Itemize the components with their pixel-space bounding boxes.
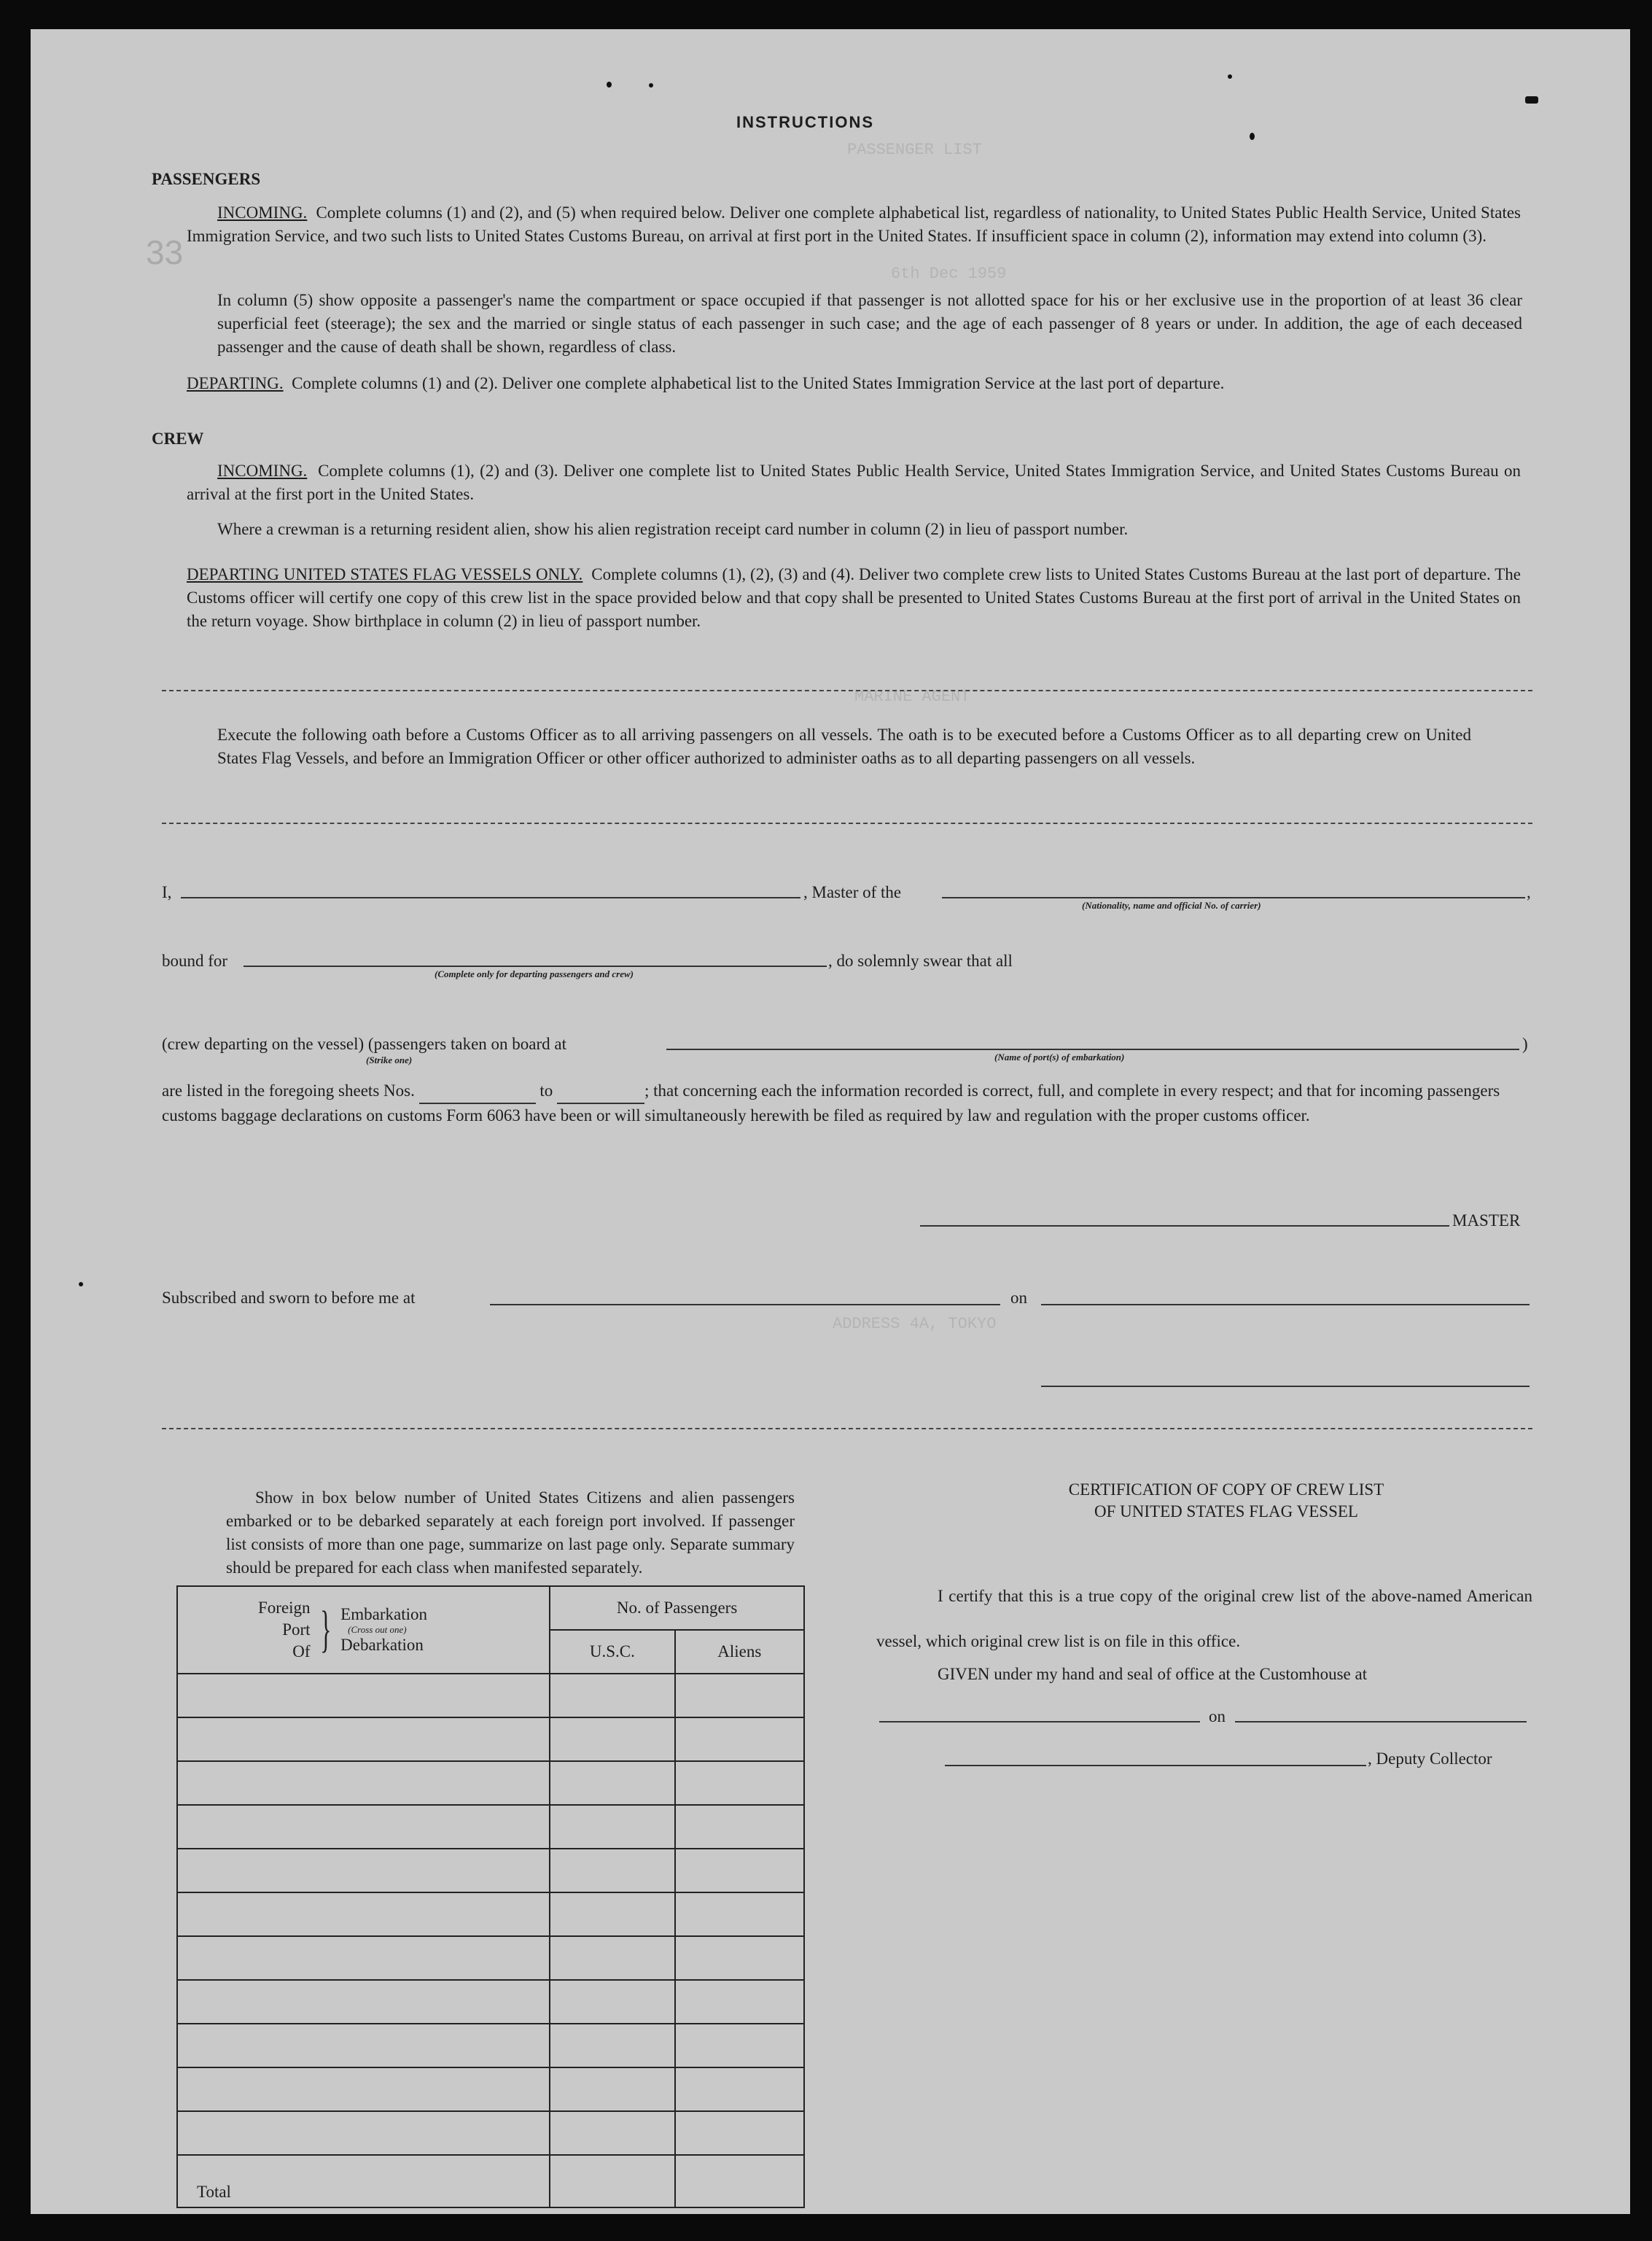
port-cell[interactable]: [177, 2024, 550, 2067]
deputy-collector-label: , Deputy Collector: [1368, 1749, 1492, 1768]
usc-header-cell: U.S.C.: [550, 1630, 674, 1674]
aliens-cell[interactable]: [675, 1674, 804, 1717]
foreign-label: Foreign: [258, 1599, 311, 1617]
table-row: [177, 1674, 804, 1717]
total-usc-cell[interactable]: [550, 2155, 674, 2207]
usc-cell[interactable]: [550, 1849, 674, 1892]
close-paren: ): [1522, 1035, 1528, 1053]
bleed-through-text: PASSENGER LIST: [847, 141, 982, 159]
crew-resident-paragraph: Where a crewman is a returning resident alien, show his alien registration receipt card number in column (2) in lieu of passport number.: [217, 520, 1129, 538]
certification-text: I certify that this is a true copy of the original crew list of the above-named American vessel, which original crew list is on file in this office.: [876, 1587, 1532, 1650]
usc-cell[interactable]: [550, 1761, 674, 1805]
usc-cell[interactable]: [550, 1674, 674, 1717]
port-cell[interactable]: [177, 1805, 550, 1849]
usc-cell[interactable]: [550, 2111, 674, 2155]
officer-signature-field[interactable]: [1041, 1386, 1530, 1387]
aliens-cell[interactable]: [675, 2067, 804, 2111]
bound-for-label: bound for: [162, 952, 228, 970]
cross-out-note: (Cross out one): [348, 1624, 407, 1635]
certification-on-label: on: [1209, 1707, 1226, 1725]
passengers-heading: PASSENGERS: [152, 170, 261, 188]
embarkation-label: Embarkation: [340, 1605, 427, 1623]
usc-cell[interactable]: [550, 1892, 674, 1936]
master-label: MASTER: [1452, 1211, 1521, 1230]
certification-title-line-2: OF UNITED STATES FLAG VESSEL: [1094, 1502, 1358, 1520]
section-divider: [162, 1428, 1532, 1429]
scan-speck: [1228, 74, 1232, 79]
table-row: [177, 1892, 804, 1936]
master-signature-field[interactable]: [920, 1225, 1449, 1227]
bleed-through-text: MARINE AGENT: [854, 688, 970, 706]
margin-page-number: 33: [146, 233, 184, 271]
aliens-cell[interactable]: [675, 2024, 804, 2067]
crew-incoming-label: INCOMING.: [217, 462, 308, 480]
crew-incoming-text: Complete columns (1), (2) and (3). Deliver one complete list to United States Public Health Service, United States Immigration Service, and United States Customs Bureau on arrival at the first port in the United States.: [187, 462, 1522, 503]
passenger-summary-table: [176, 1585, 805, 2208]
crew-heading: CREW: [152, 430, 204, 448]
table-row: [177, 1849, 804, 1892]
oath-instructions: Execute the following oath before a Customs Officer as to all arriving passengers on all vessels. The oath is to be executed before a Customs Officer as to all departing crew on United States Flag Vessels, and before an Immigration Officer or other officer authorized to administer oaths as to all departing passengers on all vessels.: [217, 726, 1471, 767]
passengers-column5-paragraph: In column (5) show opposite a passenger's name the compartment or space occupied if that passenger is not allotted space for his or her exclusive use in the proportion of at least 36 clear superficial feet (steerage); the sex and the married or single status of each passenger in such case; and the age of each passenger of 8 years or under. In addition, the age of each deceased passenger and the cause of death shall be shown, regardless of class.: [217, 291, 1522, 356]
strike-one-note: (Strike one): [366, 1055, 413, 1065]
port-cell[interactable]: [177, 2111, 550, 2155]
aliens-cell[interactable]: [675, 1936, 804, 1980]
sheets-text-b: ; that concerning each the information recorded is correct, full, and complete in every respect; and that for incoming passengers customs baggage declarations on customs Form 6063 have been or will simultaneously herewith be filed as required by law and regulation with the proper customs officer.: [162, 1081, 1500, 1125]
of-label: Of: [292, 1642, 311, 1661]
crew-incoming-paragraph: [187, 459, 1521, 506]
port-header-cell: [177, 1586, 550, 1674]
aliens-cell[interactable]: [675, 1761, 804, 1805]
usc-cell[interactable]: [550, 2024, 674, 2067]
deputy-signature-field[interactable]: [945, 1765, 1366, 1766]
section-divider: [162, 823, 1532, 824]
nationality-note: (Nationality, name and official No. of carrier): [1082, 900, 1261, 911]
port-cell[interactable]: [177, 1717, 550, 1761]
summary-instructions: Show in box below number of United States Citizens and alien passengers embarked or to be debarked separately at each foreign port involved. If passenger list consists of more than one page, summarize on last page only. Separate summary should be prepared for each class when manifested separately.: [226, 1488, 795, 1577]
sworn-date-field[interactable]: [1041, 1304, 1530, 1305]
table-row: [177, 1717, 804, 1761]
debarkation-label: Debarkation: [340, 1636, 424, 1654]
crew-departing-text: (crew departing on the vessel) (passengers taken on board at: [162, 1035, 566, 1053]
usc-cell[interactable]: [550, 1717, 674, 1761]
table-row: [177, 2024, 804, 2067]
port-cell[interactable]: [177, 1936, 550, 1980]
sheets-text-a: are listed in the foregoing sheets Nos.: [162, 1081, 415, 1100]
embarkation-ports-field[interactable]: [666, 1049, 1519, 1050]
aliens-cell[interactable]: [675, 1980, 804, 2024]
port-label: Port: [282, 1620, 311, 1639]
scan-speck: [1250, 133, 1255, 140]
certification-date-field[interactable]: [1235, 1721, 1527, 1722]
aliens-cell[interactable]: [675, 1849, 804, 1892]
flag-vessels-label: DEPARTING UNITED STATES FLAG VESSELS ONLY.: [187, 565, 583, 583]
port-cell[interactable]: [177, 1892, 550, 1936]
crew-flag-paragraph: [187, 563, 1521, 633]
aliens-cell[interactable]: [675, 1892, 804, 1936]
vessel-name-field[interactable]: [942, 897, 1525, 898]
sheets-to: to: [539, 1081, 553, 1100]
table-row: [177, 1980, 804, 2024]
total-label: Total: [177, 2155, 550, 2207]
port-cell[interactable]: [177, 1980, 550, 2024]
usc-cell[interactable]: [550, 1805, 674, 1849]
sheet-to-field[interactable]: [557, 1079, 644, 1104]
table-row: [177, 1805, 804, 1849]
section-divider: [162, 690, 1532, 691]
sworn-on-label: on: [1010, 1289, 1027, 1307]
sworn-location-field[interactable]: [490, 1304, 1000, 1305]
passengers-departing-paragraph: [187, 372, 1528, 395]
table-row: [177, 1761, 804, 1805]
port-cell[interactable]: [177, 2067, 550, 2111]
incoming-label: INCOMING.: [217, 203, 308, 222]
usc-cell[interactable]: [550, 1936, 674, 1980]
table-row: [177, 2111, 804, 2155]
scan-speck: [607, 82, 612, 88]
sheets-paragraph: [162, 1079, 1530, 1127]
passengers-incoming-paragraph: [187, 201, 1521, 248]
incoming-text: Complete columns (1) and (2), and (5) when required below. Deliver one complete alphabetical list, regardless of nationality, to United States Public Health Service, United States Immigration Service, and two such lists to United States Customs Bureau, on arrival at first port in the United States. If insufficient space in column (2), information may extend into column (3).: [187, 203, 1522, 245]
total-aliens-cell[interactable]: [675, 2155, 804, 2207]
aliens-header-cell: Aliens: [675, 1630, 804, 1674]
bound-for-field[interactable]: [243, 966, 827, 967]
usc-cell[interactable]: [550, 2067, 674, 2111]
given-text: GIVEN under my hand and seal of office at the Customhouse at: [938, 1665, 1368, 1683]
oath-i-label: I,: [162, 883, 172, 901]
port-cell[interactable]: [177, 1761, 550, 1805]
scan-speck: [79, 1282, 83, 1286]
scan-speck: [1525, 96, 1538, 104]
page-title: INSTRUCTIONS: [736, 113, 874, 131]
scan-speck: [649, 83, 653, 88]
port-cell[interactable]: [177, 1674, 550, 1717]
aliens-cell[interactable]: [675, 1805, 804, 1849]
sheet-from-field[interactable]: [419, 1079, 536, 1104]
departing-text: Complete columns (1) and (2). Deliver one complete alphabetical list to the United States Immigration Service at the last port of departure.: [292, 374, 1225, 392]
brace-icon: }: [319, 1601, 331, 1658]
master-name-field[interactable]: [181, 897, 800, 898]
certification-title-line-1: CERTIFICATION OF COPY OF CREW LIST: [1068, 1480, 1384, 1499]
certification-title: [978, 1479, 1474, 1523]
table-row: [177, 1936, 804, 1980]
bleed-through-text: 6th Dec 1959: [891, 265, 1007, 283]
swear-text: , do solemnly swear that all: [828, 952, 1013, 970]
passengers-header-cell: No. of Passengers: [550, 1586, 804, 1630]
bleed-through-text: ADDRESS 4A, TOKYO: [833, 1315, 997, 1333]
comma: ,: [1527, 883, 1531, 901]
total-row: [177, 2155, 804, 2207]
port-cell[interactable]: [177, 1849, 550, 1892]
bound-for-note: (Complete only for departing passengers and crew): [435, 968, 634, 979]
departing-label: DEPARTING.: [187, 374, 284, 392]
subscribed-label: Subscribed and sworn to before me at: [162, 1289, 416, 1307]
document-page: [31, 29, 1630, 2214]
table-row: [177, 2067, 804, 2111]
aliens-cell[interactable]: [675, 2111, 804, 2155]
flag-vessels-text: Complete columns (1), (2), (3) and (4). Deliver two complete crew lists to United States Customs Bureau at the last port of departure. The Customs officer will certify one copy of this crew list in the space provided below and that copy shall be presented to United States Customs Bureau at the first port of arrival in the United States on the return voyage. Show birthplace in column (2) in lieu of passport number.: [187, 565, 1522, 630]
aliens-cell[interactable]: [675, 1717, 804, 1761]
embarkation-note: (Name of port(s) of embarkation): [994, 1052, 1125, 1063]
master-of-label: , Master of the: [803, 883, 902, 901]
usc-cell[interactable]: [550, 1980, 674, 2024]
customhouse-field[interactable]: [879, 1721, 1200, 1722]
